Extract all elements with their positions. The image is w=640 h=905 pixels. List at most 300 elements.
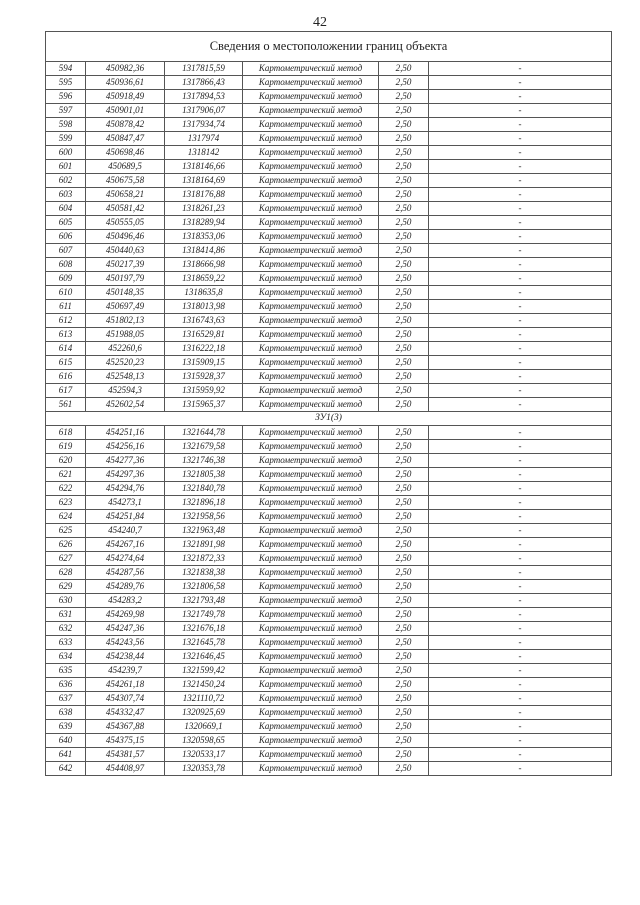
- table-row: [46, 216, 612, 230]
- table-row: [46, 356, 612, 370]
- table-row: [46, 384, 612, 398]
- precision-cell: 2,50: [379, 720, 429, 734]
- precision-cell: 2,50: [379, 566, 429, 580]
- method-cell: Картометрический метод: [243, 300, 379, 314]
- description-cell: -: [429, 300, 612, 314]
- x-coordinate-cell: 454261,18: [86, 678, 165, 692]
- point-number-cell: 596: [46, 90, 86, 104]
- precision-cell: 2,50: [379, 286, 429, 300]
- x-coordinate-cell: 454381,57: [86, 748, 165, 762]
- point-number-cell: 632: [46, 622, 86, 636]
- y-coordinate-cell: 1320925,69: [165, 706, 243, 720]
- table-row: [46, 174, 612, 188]
- y-coordinate-cell: 1318414,86: [165, 244, 243, 258]
- table-row: [46, 608, 612, 622]
- point-number-cell: 625: [46, 524, 86, 538]
- precision-cell: 2,50: [379, 160, 429, 174]
- method-cell: Картометрический метод: [243, 244, 379, 258]
- description-cell: -: [429, 314, 612, 328]
- description-cell: -: [429, 370, 612, 384]
- precision-cell: 2,50: [379, 664, 429, 678]
- y-coordinate-cell: 1318013,98: [165, 300, 243, 314]
- description-cell: -: [429, 202, 612, 216]
- description-cell: -: [429, 664, 612, 678]
- y-coordinate-cell: 1321793,48: [165, 594, 243, 608]
- y-coordinate-cell: 1317815,59: [165, 62, 243, 76]
- y-coordinate-cell: 1318142: [165, 146, 243, 160]
- method-cell: Картометрический метод: [243, 160, 379, 174]
- precision-cell: 2,50: [379, 440, 429, 454]
- method-cell: Картометрический метод: [243, 328, 379, 342]
- description-cell: -: [429, 160, 612, 174]
- x-coordinate-cell: 452594,3: [86, 384, 165, 398]
- x-coordinate-cell: 454408,97: [86, 762, 165, 776]
- description-cell: -: [429, 440, 612, 454]
- y-coordinate-cell: 1317974: [165, 132, 243, 146]
- x-coordinate-cell: 454294,76: [86, 482, 165, 496]
- point-number-cell: 620: [46, 454, 86, 468]
- point-number-cell: 612: [46, 314, 86, 328]
- point-number-cell: 611: [46, 300, 86, 314]
- point-number-cell: 634: [46, 650, 86, 664]
- y-coordinate-cell: 1318164,69: [165, 174, 243, 188]
- y-coordinate-cell: 1321645,78: [165, 636, 243, 650]
- table-row: [46, 440, 612, 454]
- precision-cell: 2,50: [379, 300, 429, 314]
- method-cell: Картометрический метод: [243, 384, 379, 398]
- precision-cell: 2,50: [379, 62, 429, 76]
- table-row: [46, 496, 612, 510]
- x-coordinate-cell: 450847,47: [86, 132, 165, 146]
- description-cell: -: [429, 734, 612, 748]
- table-row: [46, 314, 612, 328]
- method-cell: Картометрический метод: [243, 664, 379, 678]
- table-row: [46, 342, 612, 356]
- method-cell: Картометрический метод: [243, 370, 379, 384]
- table-row: [46, 426, 612, 440]
- precision-cell: 2,50: [379, 272, 429, 286]
- method-cell: Картометрический метод: [243, 146, 379, 160]
- precision-cell: 2,50: [379, 552, 429, 566]
- table-row: [46, 762, 612, 776]
- x-coordinate-cell: 450197,79: [86, 272, 165, 286]
- x-coordinate-cell: 454267,16: [86, 538, 165, 552]
- x-coordinate-cell: 454238,44: [86, 650, 165, 664]
- y-coordinate-cell: 1316743,63: [165, 314, 243, 328]
- description-cell: -: [429, 538, 612, 552]
- method-cell: Картометрический метод: [243, 748, 379, 762]
- precision-cell: 2,50: [379, 594, 429, 608]
- point-number-cell: 594: [46, 62, 86, 76]
- x-coordinate-cell: 454243,56: [86, 636, 165, 650]
- precision-cell: 2,50: [379, 524, 429, 538]
- x-coordinate-cell: 454307,74: [86, 692, 165, 706]
- method-cell: Картометрический метод: [243, 524, 379, 538]
- description-cell: -: [429, 468, 612, 482]
- method-cell: Картометрический метод: [243, 678, 379, 692]
- table-row: [46, 328, 612, 342]
- x-coordinate-cell: 452602,54: [86, 398, 165, 412]
- precision-cell: 2,50: [379, 748, 429, 762]
- x-coordinate-cell: 451802,13: [86, 314, 165, 328]
- table-row: [46, 706, 612, 720]
- point-number-cell: 604: [46, 202, 86, 216]
- point-number-cell: 607: [46, 244, 86, 258]
- point-number-cell: 608: [46, 258, 86, 272]
- method-cell: Картометрический метод: [243, 76, 379, 90]
- precision-cell: 2,50: [379, 174, 429, 188]
- point-number-cell: 637: [46, 692, 86, 706]
- x-coordinate-cell: 454287,56: [86, 566, 165, 580]
- description-cell: -: [429, 216, 612, 230]
- method-cell: Картометрический метод: [243, 608, 379, 622]
- x-coordinate-cell: 450675,58: [86, 174, 165, 188]
- y-coordinate-cell: 1320669,1: [165, 720, 243, 734]
- x-coordinate-cell: 450496,46: [86, 230, 165, 244]
- precision-cell: 2,50: [379, 104, 429, 118]
- y-coordinate-cell: 1321891,98: [165, 538, 243, 552]
- table-row: [46, 538, 612, 552]
- method-cell: Картометрический метод: [243, 314, 379, 328]
- description-cell: -: [429, 286, 612, 300]
- description-cell: -: [429, 720, 612, 734]
- y-coordinate-cell: 1318146,66: [165, 160, 243, 174]
- point-number-cell: 635: [46, 664, 86, 678]
- point-number-cell: 597: [46, 104, 86, 118]
- point-number-cell: 622: [46, 482, 86, 496]
- point-number-cell: 610: [46, 286, 86, 300]
- point-number-cell: 617: [46, 384, 86, 398]
- precision-cell: 2,50: [379, 622, 429, 636]
- point-number-cell: 628: [46, 566, 86, 580]
- table-row: [46, 272, 612, 286]
- description-cell: -: [429, 566, 612, 580]
- method-cell: Картометрический метод: [243, 650, 379, 664]
- y-coordinate-cell: 1321746,38: [165, 454, 243, 468]
- x-coordinate-cell: 454239,7: [86, 664, 165, 678]
- method-cell: Картометрический метод: [243, 622, 379, 636]
- x-coordinate-cell: 454273,1: [86, 496, 165, 510]
- precision-cell: 2,50: [379, 132, 429, 146]
- description-cell: -: [429, 90, 612, 104]
- table-row: [46, 734, 612, 748]
- description-cell: -: [429, 706, 612, 720]
- table-row: [46, 720, 612, 734]
- method-cell: Картометрический метод: [243, 580, 379, 594]
- method-cell: Картометрический метод: [243, 496, 379, 510]
- table-row: [46, 90, 612, 104]
- precision-cell: 2,50: [379, 216, 429, 230]
- description-cell: -: [429, 482, 612, 496]
- point-number-cell: 606: [46, 230, 86, 244]
- description-cell: -: [429, 426, 612, 440]
- x-coordinate-cell: 454247,36: [86, 622, 165, 636]
- table-row: [46, 622, 612, 636]
- y-coordinate-cell: 1321872,33: [165, 552, 243, 566]
- description-cell: -: [429, 608, 612, 622]
- precision-cell: 2,50: [379, 580, 429, 594]
- x-coordinate-cell: 450936,61: [86, 76, 165, 90]
- table-row: [46, 636, 612, 650]
- description-cell: -: [429, 510, 612, 524]
- point-number-cell: 626: [46, 538, 86, 552]
- method-cell: Картометрический метод: [243, 188, 379, 202]
- table-row: [46, 524, 612, 538]
- description-cell: -: [429, 188, 612, 202]
- y-coordinate-cell: 1321679,58: [165, 440, 243, 454]
- description-cell: -: [429, 258, 612, 272]
- point-number-cell: 616: [46, 370, 86, 384]
- x-coordinate-cell: 450555,05: [86, 216, 165, 230]
- x-coordinate-cell: 450581,42: [86, 202, 165, 216]
- x-coordinate-cell: 454375,15: [86, 734, 165, 748]
- point-number-cell: 599: [46, 132, 86, 146]
- table-row: [46, 748, 612, 762]
- y-coordinate-cell: 1316222,18: [165, 342, 243, 356]
- page-number: 42: [313, 15, 327, 30]
- precision-cell: 2,50: [379, 328, 429, 342]
- precision-cell: 2,50: [379, 230, 429, 244]
- y-coordinate-cell: 1316529,81: [165, 328, 243, 342]
- precision-cell: 2,50: [379, 762, 429, 776]
- method-cell: Картометрический метод: [243, 552, 379, 566]
- x-coordinate-cell: 450901,01: [86, 104, 165, 118]
- description-cell: -: [429, 398, 612, 412]
- description-cell: -: [429, 622, 612, 636]
- y-coordinate-cell: 1315909,15: [165, 356, 243, 370]
- table-row: [46, 286, 612, 300]
- description-cell: -: [429, 552, 612, 566]
- x-coordinate-cell: 454269,98: [86, 608, 165, 622]
- point-number-cell: 618: [46, 426, 86, 440]
- table-row: [46, 482, 612, 496]
- table-row: [46, 132, 612, 146]
- y-coordinate-cell: 1321646,45: [165, 650, 243, 664]
- method-cell: Картометрический метод: [243, 692, 379, 706]
- table-row: [46, 188, 612, 202]
- description-cell: -: [429, 272, 612, 286]
- y-coordinate-cell: 1321110,72: [165, 692, 243, 706]
- precision-cell: 2,50: [379, 146, 429, 160]
- method-cell: Картометрический метод: [243, 174, 379, 188]
- point-number-cell: 613: [46, 328, 86, 342]
- method-cell: Картометрический метод: [243, 272, 379, 286]
- table-row: [46, 104, 612, 118]
- precision-cell: 2,50: [379, 384, 429, 398]
- method-cell: Картометрический метод: [243, 510, 379, 524]
- y-coordinate-cell: 1318176,88: [165, 188, 243, 202]
- table-row: [46, 580, 612, 594]
- x-coordinate-cell: 454283,2: [86, 594, 165, 608]
- table-row: [46, 650, 612, 664]
- x-coordinate-cell: 454256,16: [86, 440, 165, 454]
- precision-cell: 2,50: [379, 482, 429, 496]
- table-row: [46, 300, 612, 314]
- y-coordinate-cell: 1315928,37: [165, 370, 243, 384]
- point-number-cell: 642: [46, 762, 86, 776]
- y-coordinate-cell: 1321806,58: [165, 580, 243, 594]
- y-coordinate-cell: 1321749,78: [165, 608, 243, 622]
- point-number-cell: 605: [46, 216, 86, 230]
- point-number-cell: 631: [46, 608, 86, 622]
- x-coordinate-cell: 450217,39: [86, 258, 165, 272]
- table-row: [46, 678, 612, 692]
- table-row: [46, 468, 612, 482]
- table-row: [46, 552, 612, 566]
- precision-cell: 2,50: [379, 76, 429, 90]
- method-cell: Картометрический метод: [243, 762, 379, 776]
- table-body: [46, 32, 612, 776]
- method-cell: Картометрический метод: [243, 90, 379, 104]
- table-row: [46, 566, 612, 580]
- y-coordinate-cell: 1321840,78: [165, 482, 243, 496]
- table-row: [46, 664, 612, 678]
- table-row: [46, 202, 612, 216]
- description-cell: -: [429, 62, 612, 76]
- point-number-cell: 600: [46, 146, 86, 160]
- y-coordinate-cell: 1317906,07: [165, 104, 243, 118]
- y-coordinate-cell: 1321599,42: [165, 664, 243, 678]
- precision-cell: 2,50: [379, 258, 429, 272]
- method-cell: Картометрический метод: [243, 468, 379, 482]
- point-number-cell: 609: [46, 272, 86, 286]
- y-coordinate-cell: 1320598,65: [165, 734, 243, 748]
- description-cell: -: [429, 104, 612, 118]
- description-cell: -: [429, 454, 612, 468]
- method-cell: Картометрический метод: [243, 734, 379, 748]
- point-number-cell: 633: [46, 636, 86, 650]
- y-coordinate-cell: 1320533,17: [165, 748, 243, 762]
- y-coordinate-cell: 1318635,8: [165, 286, 243, 300]
- method-cell: Картометрический метод: [243, 132, 379, 146]
- x-coordinate-cell: 454274,64: [86, 552, 165, 566]
- method-cell: Картометрический метод: [243, 202, 379, 216]
- method-cell: Картометрический метод: [243, 258, 379, 272]
- x-coordinate-cell: 452548,13: [86, 370, 165, 384]
- precision-cell: 2,50: [379, 636, 429, 650]
- y-coordinate-cell: 1321676,18: [165, 622, 243, 636]
- point-number-cell: 595: [46, 76, 86, 90]
- method-cell: Картометрический метод: [243, 636, 379, 650]
- method-cell: Картометрический метод: [243, 454, 379, 468]
- table-row: [46, 62, 612, 76]
- y-coordinate-cell: 1321644,78: [165, 426, 243, 440]
- precision-cell: 2,50: [379, 244, 429, 258]
- method-cell: Картометрический метод: [243, 594, 379, 608]
- precision-cell: 2,50: [379, 118, 429, 132]
- point-number-cell: 630: [46, 594, 86, 608]
- precision-cell: 2,50: [379, 510, 429, 524]
- precision-cell: 2,50: [379, 90, 429, 104]
- method-cell: Картометрический метод: [243, 538, 379, 552]
- point-number-cell: 640: [46, 734, 86, 748]
- table-row: [46, 510, 612, 524]
- y-coordinate-cell: 1317934,74: [165, 118, 243, 132]
- description-cell: -: [429, 328, 612, 342]
- y-coordinate-cell: 1318261,23: [165, 202, 243, 216]
- precision-cell: 2,50: [379, 202, 429, 216]
- x-coordinate-cell: 450440,63: [86, 244, 165, 258]
- precision-cell: 2,50: [379, 692, 429, 706]
- point-number-cell: 641: [46, 748, 86, 762]
- table-row: [46, 230, 612, 244]
- x-coordinate-cell: 454251,84: [86, 510, 165, 524]
- method-cell: Картометрический метод: [243, 482, 379, 496]
- section-row: [46, 412, 612, 426]
- y-coordinate-cell: 1321838,38: [165, 566, 243, 580]
- point-number-cell: 602: [46, 174, 86, 188]
- description-cell: -: [429, 384, 612, 398]
- precision-cell: 2,50: [379, 650, 429, 664]
- point-number-cell: 601: [46, 160, 86, 174]
- description-cell: -: [429, 692, 612, 706]
- method-cell: Картометрический метод: [243, 342, 379, 356]
- section-label: ЗУ1(3): [46, 412, 612, 426]
- precision-cell: 2,50: [379, 706, 429, 720]
- table-row: [46, 370, 612, 384]
- description-cell: -: [429, 230, 612, 244]
- x-coordinate-cell: 450982,36: [86, 62, 165, 76]
- method-cell: Картометрический метод: [243, 356, 379, 370]
- y-coordinate-cell: 1320353,78: [165, 762, 243, 776]
- table-row: [46, 244, 612, 258]
- table-row: [46, 160, 612, 174]
- description-cell: -: [429, 356, 612, 370]
- point-number-cell: 639: [46, 720, 86, 734]
- method-cell: Картометрический метод: [243, 398, 379, 412]
- table-row: [46, 76, 612, 90]
- y-coordinate-cell: 1317894,53: [165, 90, 243, 104]
- x-coordinate-cell: 450698,46: [86, 146, 165, 160]
- y-coordinate-cell: 1315959,92: [165, 384, 243, 398]
- table-row: [46, 692, 612, 706]
- precision-cell: 2,50: [379, 188, 429, 202]
- table-row: [46, 258, 612, 272]
- description-cell: -: [429, 146, 612, 160]
- point-number-cell: 623: [46, 496, 86, 510]
- precision-cell: 2,50: [379, 314, 429, 328]
- x-coordinate-cell: 454240,7: [86, 524, 165, 538]
- boundary-coordinates-table: [45, 31, 612, 776]
- precision-cell: 2,50: [379, 342, 429, 356]
- point-number-cell: 603: [46, 188, 86, 202]
- precision-cell: 2,50: [379, 608, 429, 622]
- y-coordinate-cell: 1321963,48: [165, 524, 243, 538]
- table-row: [46, 398, 612, 412]
- description-cell: -: [429, 132, 612, 146]
- description-cell: -: [429, 580, 612, 594]
- method-cell: Картометрический метод: [243, 426, 379, 440]
- description-cell: -: [429, 496, 612, 510]
- table-row: [46, 454, 612, 468]
- description-cell: -: [429, 650, 612, 664]
- description-cell: -: [429, 524, 612, 538]
- description-cell: -: [429, 244, 612, 258]
- table-title: Сведения о местоположении границ объекта: [46, 32, 612, 62]
- y-coordinate-cell: 1321450,24: [165, 678, 243, 692]
- point-number-cell: 598: [46, 118, 86, 132]
- point-number-cell: 638: [46, 706, 86, 720]
- precision-cell: 2,50: [379, 454, 429, 468]
- x-coordinate-cell: 451988,05: [86, 328, 165, 342]
- description-cell: -: [429, 636, 612, 650]
- x-coordinate-cell: 450658,21: [86, 188, 165, 202]
- y-coordinate-cell: 1318659,22: [165, 272, 243, 286]
- method-cell: Картометрический метод: [243, 118, 379, 132]
- description-cell: -: [429, 594, 612, 608]
- method-cell: Картометрический метод: [243, 230, 379, 244]
- y-coordinate-cell: 1321896,18: [165, 496, 243, 510]
